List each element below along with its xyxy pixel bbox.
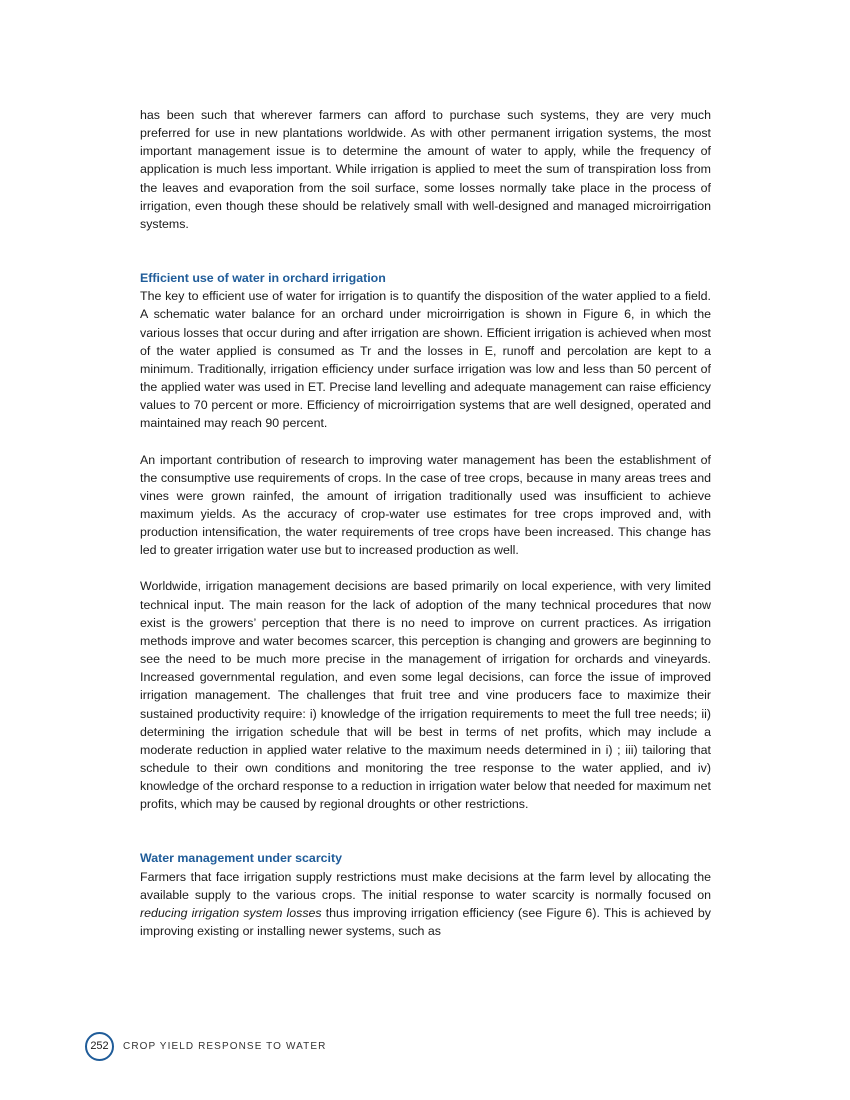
section-heading-water-scarcity: Water management under scarcity [140, 851, 342, 866]
spacer [140, 233, 711, 269]
paragraph-efficient-use-1: The key to efficient use of water for irrigation is to quantify the disposition of the water applied to a field. A schematic water balance for an orchard under microirrigation is shown in Figure 6, in which the various losses that occur during and after irrigation are shown. Efficient irrigation is achieved when most of the water applied is consumed as Tr and the losses in E, runoff and percolation are kept to a minimum. Traditionally, irrigation efficiency under surface irrigation was low and less than 50 percent of the applied water was used in ET. Precise land levelling and adequate management can raise efficiency values to 70 percent or more. Efficiency of microirrigation systems that are well designed, operated and maintained may reach 90 percent. [140, 289, 711, 431]
spacer [140, 433, 711, 451]
page-footer [85, 1032, 326, 1060]
page-body [140, 106, 711, 940]
paragraph-text: thus improving irrigation efficiency (see Figure 6). This is achieved by improving existing or installing newer systems, such as [140, 905, 711, 939]
emphasized-phrase: reducing irrigation system losses [140, 905, 322, 920]
spacer [140, 813, 711, 849]
paragraph-efficient-use-3: Worldwide, irrigation management decisions are based primarily on local experience, with very limited technical input. The main reason for the lack of adoption of the many technical procedures that now exist is the growers’ perception that there is no need to improve on current practices. As irrigation methods improve and water becomes scarcer, this perception is changing and growers are beginning to see the need to be much more precise in the management of irrigation for orchards and vineyards. Increased governmental regulation, and even some legal decisions, can force the issue of improved irrigation management. The challenges that fruit tree and vine producers face to maximize their sustained productivity require: i) knowledge of the irrigation requirements to meet the full tree needs; ii) determining the irrigation schedule that will be best in terms of net profits, which may include a moderate reduction in applied water relative to the maximum needs determined in i) ; iii) tailoring that schedule to their own conditions and monitoring the tree response to the water applied, and iv) knowledge of the orchard response to a reduction in irrigation water below that needed for maximum net profits, which may be caused by regional droughts or other restrictions. [140, 579, 711, 812]
running-title: CROP YIELD RESPONSE TO WATER [123, 1040, 327, 1052]
paragraph-text: Farmers that face irrigation supply restrictions must make decisions at the farm level by allocating the available supply to the various crops. The initial response to water scarcity is normally focused on [140, 869, 711, 902]
page-number-badge [85, 1032, 114, 1061]
page-number: 252 [90, 1040, 109, 1052]
section-heading-efficient-use: Efficient use of water in orchard irrigation [140, 271, 386, 286]
intro-paragraph: has been such that wherever farmers can afford to purchase such systems, they are very much preferred for use in new plantations worldwide. As with other permanent irrigation systems, the most important management issue is to determine the amount of water to apply, while the frequency of application is much less important. While irrigation is applied to meet the sum of transpiration loss from the leaves and evaporation from the soil surface, some losses normally take place in the process of irrigation, even though these should be relatively small with well-designed and managed microirrigation systems. [140, 108, 711, 231]
paragraph-efficient-use-2: An important contribution of research to improving water management has been the establishment of the consumptive use requirements of crops. In the case of tree crops, because in many areas trees and vines were grown rainfed, the amount of irrigation traditionally used was insufficient to achieve maximum yields. As the accuracy of crop-water use estimates for tree crops improved and, with production intensification, the water requirements of tree crops have been increased. This change has led to greater irrigation water use but to increased production as well. [140, 452, 711, 558]
spacer [140, 559, 711, 577]
paragraph-water-scarcity [140, 868, 711, 941]
